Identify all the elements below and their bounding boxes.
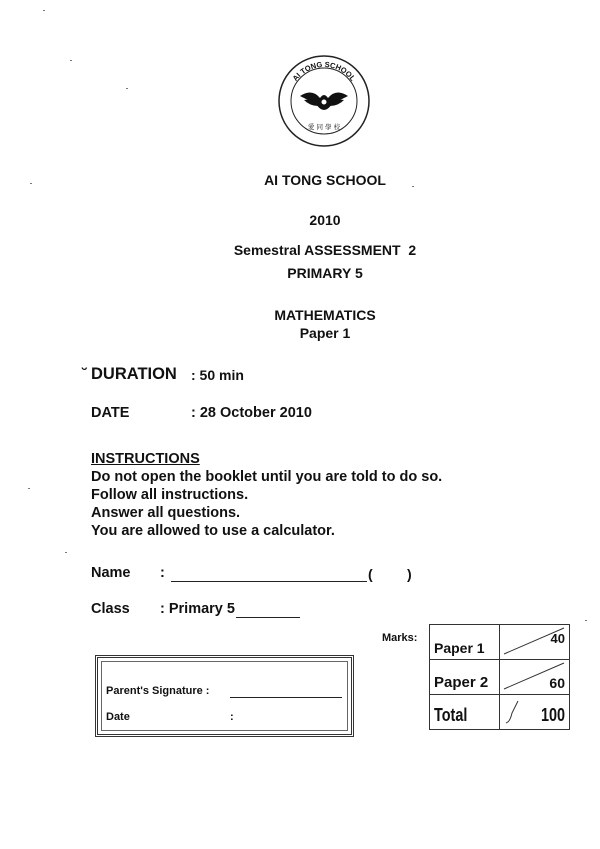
marks-row-value: 60 [549,675,565,691]
duration-label: DURATION [91,365,177,383]
register-paren-open: ( [368,566,373,582]
scan-speck [30,183,32,184]
scan-speck [43,10,45,11]
marks-row-name-cell [430,695,500,730]
register-paren-close: ) [407,566,412,582]
scan-speck [28,488,30,489]
scan-speck [126,88,128,89]
instruction-line: Do not open the booklet until you are told to do so. [91,469,443,485]
instruction-line: Follow all instructions. [91,487,249,503]
level-title: PRIMARY 5 [287,265,363,281]
instruction-line: Answer all questions. [91,505,241,521]
marks-label: Marks: [382,632,418,644]
marks-row-value-cell [500,695,570,730]
signature-date-label: Date [106,711,130,723]
class-value: : Primary 5 [160,601,235,617]
assessment-title: Semestral ASSESSMENT 2 [233,242,417,258]
marks-row-value-cell [500,660,570,695]
marks-row-value: 100 [540,705,565,725]
name-label: Name [91,565,131,581]
scan-speck [70,60,72,61]
name-colon: : [160,565,165,581]
date-value: : 28 October 2010 [191,405,312,421]
school-logo [270,52,378,150]
speck-mark: ˘ [82,366,88,383]
class-label: Class [91,601,130,617]
subject-title: MATHEMATICS [274,307,376,323]
marks-row-value-cell [500,625,570,660]
name-field[interactable] [171,567,367,582]
class-field[interactable] [236,603,300,618]
parent-signature-box [95,655,354,737]
instructions-heading: INSTRUCTIONS [91,451,200,467]
slash-mark [500,660,569,691]
instruction-line: You are allowed to use a calculator. [91,523,335,539]
logo-bottom-text: 愛 同 學 校 [307,123,341,131]
paper-title: Paper 1 [299,325,351,341]
scan-speck [412,186,414,187]
parent-signature-label: Parent's Signature : [106,685,210,697]
logo-top-text: AI TONG SCHOOL [290,59,358,83]
exam-year: 2010 [309,212,341,228]
table-row [430,695,570,730]
duration-value: : 50 min [191,367,244,383]
scan-speck [585,620,587,621]
table-row [430,625,570,660]
marks-row-name: Paper 2 [430,660,500,695]
school-name: AI TONG SCHOOL [264,172,386,188]
marks-row-value: 40 [550,631,565,646]
table-row [430,660,570,695]
marks-row-name: Paper 1 [430,625,500,660]
signature-date-colon: : [230,711,234,723]
date-label: DATE [91,405,130,421]
parent-signature-field[interactable] [230,684,342,698]
marks-table [429,624,570,730]
marks-row-name: Total [434,705,468,725]
instructions-block [91,450,442,540]
scan-speck [65,552,67,553]
